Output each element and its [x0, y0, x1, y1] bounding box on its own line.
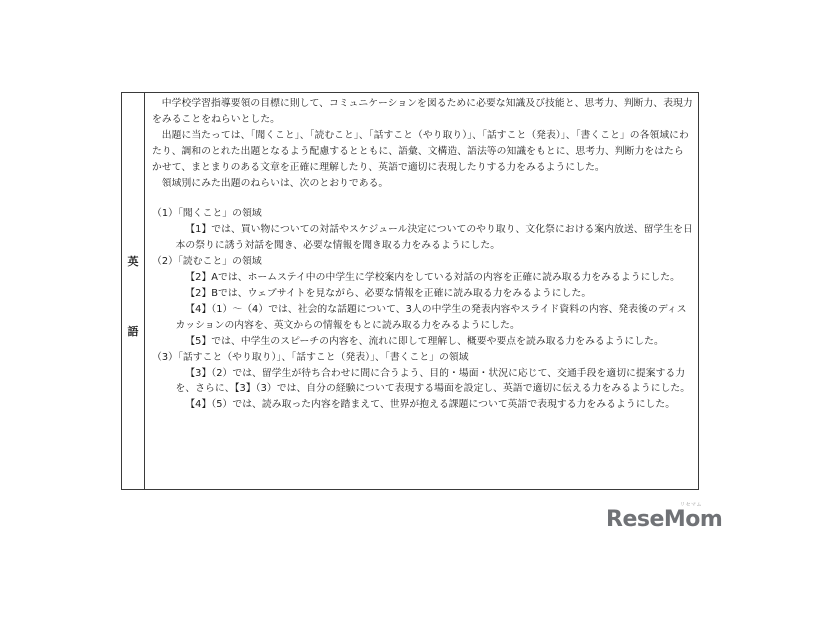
content-column — [145, 93, 698, 489]
reading-item-3: 【4】（1）～（4）では、社会的な話題について、3人の中学生の発表内容やスライド資料の内容、発表後のディスカッションの内容を、英文からの情報をもとに読み取る力をみるようにした。 — [175, 303, 687, 331]
subject-char-go: 語 — [127, 325, 139, 338]
speaking-item-1: 【3】（2）では、留学生が待ち合わせに間に合うよう、目的・場面・状況に応じて、交通手段を適切に提案する力を、さらに、【3】（3）では、自分の経験について表現する場面を設定し、英語で適切に伝える力をみるようにした。 — [175, 367, 691, 395]
spacer — [152, 191, 693, 206]
intro-paragraph: 中学校学習指導要領の目標に則して、コミュニケーションを図るために必要な知識及び技能と、思考力、判断力、表現力をみることをねらいとした。 — [152, 98, 693, 125]
reading-item-1: 【2】Aでは、ホームステイ中の中学生に学校案内をしている対話の内容を正確に読み取る力をみるようにした。 — [185, 272, 680, 284]
area-intro-paragraph: 領域別にみた出題のねらいは、次のとおりである。 — [161, 177, 389, 189]
speaking-item-2: 【4】（5）では、読み取った内容を踏まえて、世界が抱える課題について英語で表現する力をみるようにした。 — [185, 399, 676, 411]
reading-item-4: 【5】では、中学生のスピーチの内容を、流れに即して理解し、概要や要点を読み取る力をみるようにした。 — [185, 335, 664, 347]
listening-item-1: 【1】では、買い物についての対話やスケジュール決定についてのやり取り、文化祭における案内放送、留学生を日本の祭りに誘う対話を聞き、必要な情報を聞き取る力をみるようにした。 — [175, 224, 693, 252]
resemom-logo: ReseMom — [606, 507, 723, 532]
reading-item-2: 【2】Bでは、ウェブサイトを見ながら、必要な情報を正確に読み取る力をみるようにした。 — [185, 287, 592, 299]
heading-speaking-writing: （3）「話すこと（やり取り）」、「話すこと（発表）」、「書くこと」の領域 — [152, 351, 469, 363]
heading-listening: （1）「聞くこと」の領域 — [152, 208, 262, 220]
policy-paragraph: 出題に当たっては、「聞くこと」、「読むこと」、「話すこと（やり取り）」、「話すこと（発表）」、「書くこと」の各領域にわたり、調和のとれた出題となるよう配慮するとともに、語彙、文構造、語法等の知識をもとに、思考力、判断力をはたらかせて、まとまりのある文章を正確に理解したり、英語で適切に表現したりする力をみるようにした。 — [152, 129, 689, 173]
document-table — [121, 92, 699, 490]
heading-reading: （2）「読むこと」の領域 — [152, 256, 262, 268]
logo-ruby: リセマム — [680, 502, 702, 508]
subject-column — [122, 93, 145, 489]
subject-char-ei: 英 — [127, 255, 139, 268]
